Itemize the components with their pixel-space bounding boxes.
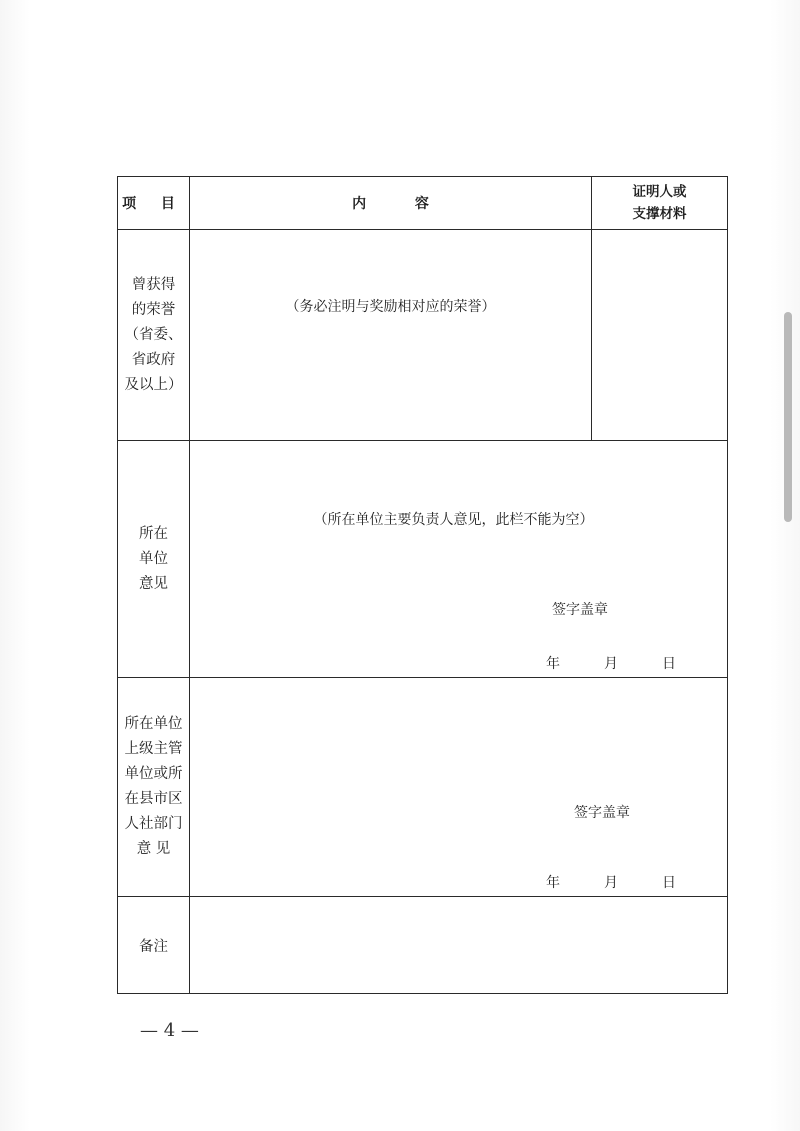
honors-label-line: 省政府 [131, 351, 176, 368]
upper-opinion-label-line: 人社部门 [124, 816, 183, 832]
honors-content-cell[interactable] [190, 230, 592, 441]
upper-opinion-label-line: 在县市区 [124, 791, 183, 807]
application-form-table [117, 176, 728, 994]
unit-opinion-label-line: 所在 [139, 525, 168, 542]
header-item-label: 项 目 [122, 196, 185, 212]
unit-opinion-sign-label: 签字盖章 [552, 602, 608, 618]
honors-label-line: 及以上） [124, 376, 183, 393]
header-content-cell [190, 177, 592, 230]
honors-proof-cell[interactable] [592, 230, 728, 441]
upper-opinion-month-label: 月 [604, 875, 618, 891]
honors-label-line: （省委、 [124, 326, 183, 343]
honors-row [118, 230, 728, 441]
remarks-content-cell[interactable] [190, 897, 728, 994]
header-proof-cell [592, 177, 728, 230]
remarks-label: 备注 [139, 938, 168, 955]
table-header-row [118, 177, 728, 230]
header-item-cell [118, 177, 190, 230]
header-proof-label-line2: 支撑材料 [632, 206, 687, 222]
upper-opinion-label-line: 上级主管 [124, 741, 183, 757]
scrollbar-thumb[interactable] [784, 312, 792, 522]
unit-opinion-label-cell [118, 441, 190, 678]
unit-opinion-hint: （所在单位主要负责人意见，此栏不能为空） [313, 512, 594, 528]
upper-opinion-year-label: 年 [546, 875, 560, 891]
upper-opinion-label-line: 单位或所 [124, 766, 183, 782]
unit-opinion-content-cell[interactable] [190, 441, 728, 678]
honors-label-line: 的荣誉 [131, 301, 176, 318]
remarks-label-cell [118, 897, 190, 994]
upper-opinion-label-cell [118, 678, 190, 897]
unit-opinion-label-line: 意见 [139, 575, 168, 592]
honors-label-cell [118, 230, 190, 441]
upper-opinion-label-line: 意 见 [136, 841, 171, 857]
header-content-label: 内 容 [352, 196, 429, 212]
unit-opinion-row [118, 441, 728, 678]
unit-opinion-month-label: 月 [604, 656, 618, 672]
upper-opinion-row [118, 678, 728, 897]
honors-hint: （务必注明与奖励相对应的荣誉） [285, 299, 496, 315]
upper-opinion-sign-label: 签字盖章 [574, 805, 630, 821]
unit-opinion-day-label: 日 [662, 656, 676, 672]
upper-opinion-day-label: 日 [662, 875, 676, 891]
remarks-row [118, 897, 728, 994]
unit-opinion-label-line: 单位 [139, 550, 168, 567]
upper-opinion-content-cell[interactable] [190, 678, 728, 897]
header-proof-label-line1: 证明人或 [632, 184, 687, 200]
page-number: — 4 — [140, 1020, 199, 1041]
upper-opinion-label-line: 所在单位 [124, 716, 183, 732]
honors-label-line: 曾获得 [131, 276, 176, 293]
unit-opinion-year-label: 年 [546, 656, 560, 672]
